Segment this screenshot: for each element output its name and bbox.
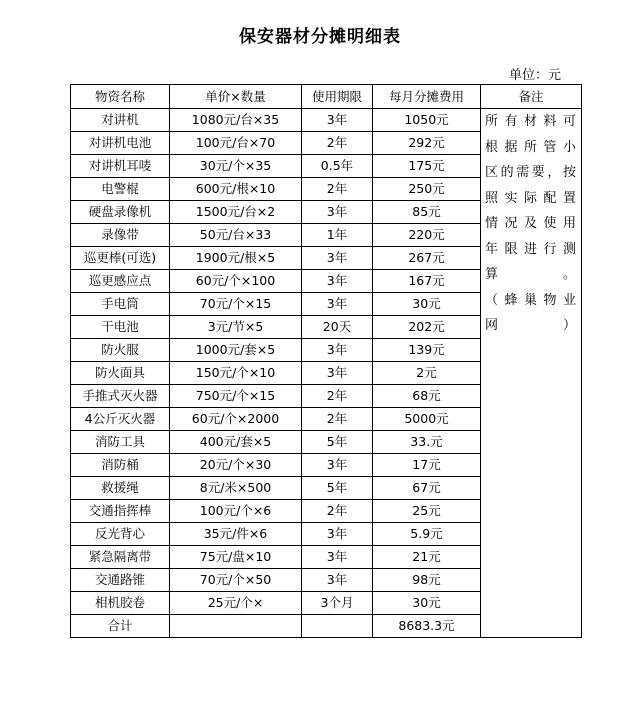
cell-price-qty: 25元/个× [170,592,302,615]
cell-monthly-cost: 21元 [373,546,481,569]
cell-monthly-cost: 30元 [373,592,481,615]
cell-monthly-cost: 175元 [373,155,481,178]
cell-lifespan: 0.5年 [302,155,373,178]
cell-price-qty: 60元/个×100 [170,270,302,293]
cell-lifespan: 3年 [302,293,373,316]
cell-item-name: 防火面具 [71,362,170,385]
cell-price-qty: 30元/个×35 [170,155,302,178]
cell-monthly-cost: 250元 [373,178,481,201]
cell-price-qty: 750元/个×15 [170,385,302,408]
cell-monthly-cost: 67元 [373,477,481,500]
cell-price-qty: 60元/个×2000 [170,408,302,431]
cell-item-name: 消防桶 [71,454,170,477]
cell-price-qty: 150元/个×10 [170,362,302,385]
cell-lifespan: 3年 [302,569,373,592]
cell-monthly-cost: 30元 [373,293,481,316]
cell-monthly-cost: 68元 [373,385,481,408]
cell-price-qty: 100元/个×6 [170,500,302,523]
cell-price-qty: 1080元/台×35 [170,109,302,132]
cell-item-name: 电警棍 [71,178,170,201]
cell-price-qty: 400元/套×5 [170,431,302,454]
cell-monthly-cost: 220元 [373,224,481,247]
cell-price-qty: 20元/个×30 [170,454,302,477]
cell-monthly-cost: 139元 [373,339,481,362]
cell-monthly-cost: 267元 [373,247,481,270]
total-value: 8683.3元 [373,615,481,638]
cell-monthly-cost: 85元 [373,201,481,224]
cell-monthly-cost: 167元 [373,270,481,293]
cell-lifespan: 1年 [302,224,373,247]
total-label: 合计 [71,615,170,638]
cell-item-name: 防火服 [71,339,170,362]
cell-lifespan: 2年 [302,408,373,431]
cell-lifespan: 3年 [302,201,373,224]
cell-price-qty: 600元/根×10 [170,178,302,201]
page-title: 保安器材分摊明细表 [239,27,401,47]
empty-cell [302,615,373,638]
cell-lifespan: 3年 [302,454,373,477]
table-body [71,109,582,638]
cell-item-name: 巡更感应点 [71,270,170,293]
cell-item-name: 巡更棒(可选) [71,247,170,270]
header-monthly-cost: 每月分摊费用 [373,85,481,109]
cell-lifespan: 3个月 [302,592,373,615]
cell-lifespan: 3年 [302,270,373,293]
cell-lifespan: 3年 [302,546,373,569]
cell-price-qty: 1500元/台×2 [170,201,302,224]
cell-item-name: 交通指挥棒 [71,500,170,523]
cell-price-qty: 1000元/套×5 [170,339,302,362]
cell-price-qty: 75元/盘×10 [170,546,302,569]
remark-line: 区的需要，按 [485,165,577,180]
cell-price-qty: 1900元/根×5 [170,247,302,270]
cell-monthly-cost: 292元 [373,132,481,155]
cell-monthly-cost: 17元 [373,454,481,477]
remark-line: 情况及使用 [485,216,577,231]
cell-lifespan: 3年 [302,109,373,132]
cell-monthly-cost: 25元 [373,500,481,523]
cell-item-name: 对讲机 [71,109,170,132]
cell-item-name: 录像带 [71,224,170,247]
remark-line: 根据所管小 [485,139,577,155]
cell-item-name: 救援绳 [71,477,170,500]
remark-line: 所有材料可 [485,114,577,129]
header-item-name: 物资名称 [71,85,170,109]
remark-line: 网） [485,318,577,333]
header-remark: 备注 [481,85,582,109]
cell-lifespan: 5年 [302,431,373,454]
cell-price-qty: 3元/节×5 [170,316,302,339]
header-price-qty: 单价×数量 [170,85,302,109]
cell-item-name: 相机胶卷 [71,592,170,615]
remark-line: （蜂巢物业 [485,292,577,308]
cell-lifespan: 3年 [302,339,373,362]
empty-cell [170,615,302,638]
cell-item-name: 硬盘录像机 [71,201,170,224]
cell-price-qty: 70元/个×50 [170,569,302,592]
cell-monthly-cost: 5.9元 [373,523,481,546]
cell-lifespan: 2年 [302,500,373,523]
cell-price-qty: 8元/米×500 [170,477,302,500]
cell-item-name: 反光背心 [71,523,170,546]
cell-item-name: 对讲机耳唛 [71,155,170,178]
cell-lifespan: 3年 [302,247,373,270]
cell-monthly-cost: 2元 [373,362,481,385]
cell-monthly-cost: 5000元 [373,408,481,431]
cell-lifespan: 3年 [302,523,373,546]
remark-cell [481,109,582,638]
table-row [71,109,582,132]
cell-price-qty: 100元/台×70 [170,132,302,155]
cell-lifespan: 2年 [302,385,373,408]
cell-item-name: 手电筒 [71,293,170,316]
cell-item-name: 干电池 [71,316,170,339]
cell-price-qty: 35元/件×6 [170,523,302,546]
table-header-row [71,85,582,109]
cell-item-name: 手推式灭火器 [71,385,170,408]
cell-price-qty: 70元/个×15 [170,293,302,316]
cell-price-qty: 50元/台×33 [170,224,302,247]
unit-label: 单位：元 [509,68,562,83]
allocation-table [70,84,582,638]
cell-lifespan: 3年 [302,362,373,385]
cell-item-name: 对讲机电池 [71,132,170,155]
cell-item-name: 4公斤灭火器 [71,408,170,431]
cell-lifespan: 2年 [302,178,373,201]
cell-item-name: 紧急隔离带 [71,546,170,569]
cell-item-name: 消防工具 [71,431,170,454]
remark-line: 年限进行测 [485,241,577,257]
cell-monthly-cost: 202元 [373,316,481,339]
cell-lifespan: 5年 [302,477,373,500]
remark-line: 照实际配置 [485,190,577,206]
cell-lifespan: 20天 [302,316,373,339]
cell-lifespan: 2年 [302,132,373,155]
cell-item-name: 交通路锥 [71,569,170,592]
cell-monthly-cost: 98元 [373,569,481,592]
header-lifespan: 使用期限 [302,85,373,109]
cell-monthly-cost: 33.元 [373,431,481,454]
remark-line: 算。 [485,267,577,282]
cell-monthly-cost: 1050元 [373,109,481,132]
